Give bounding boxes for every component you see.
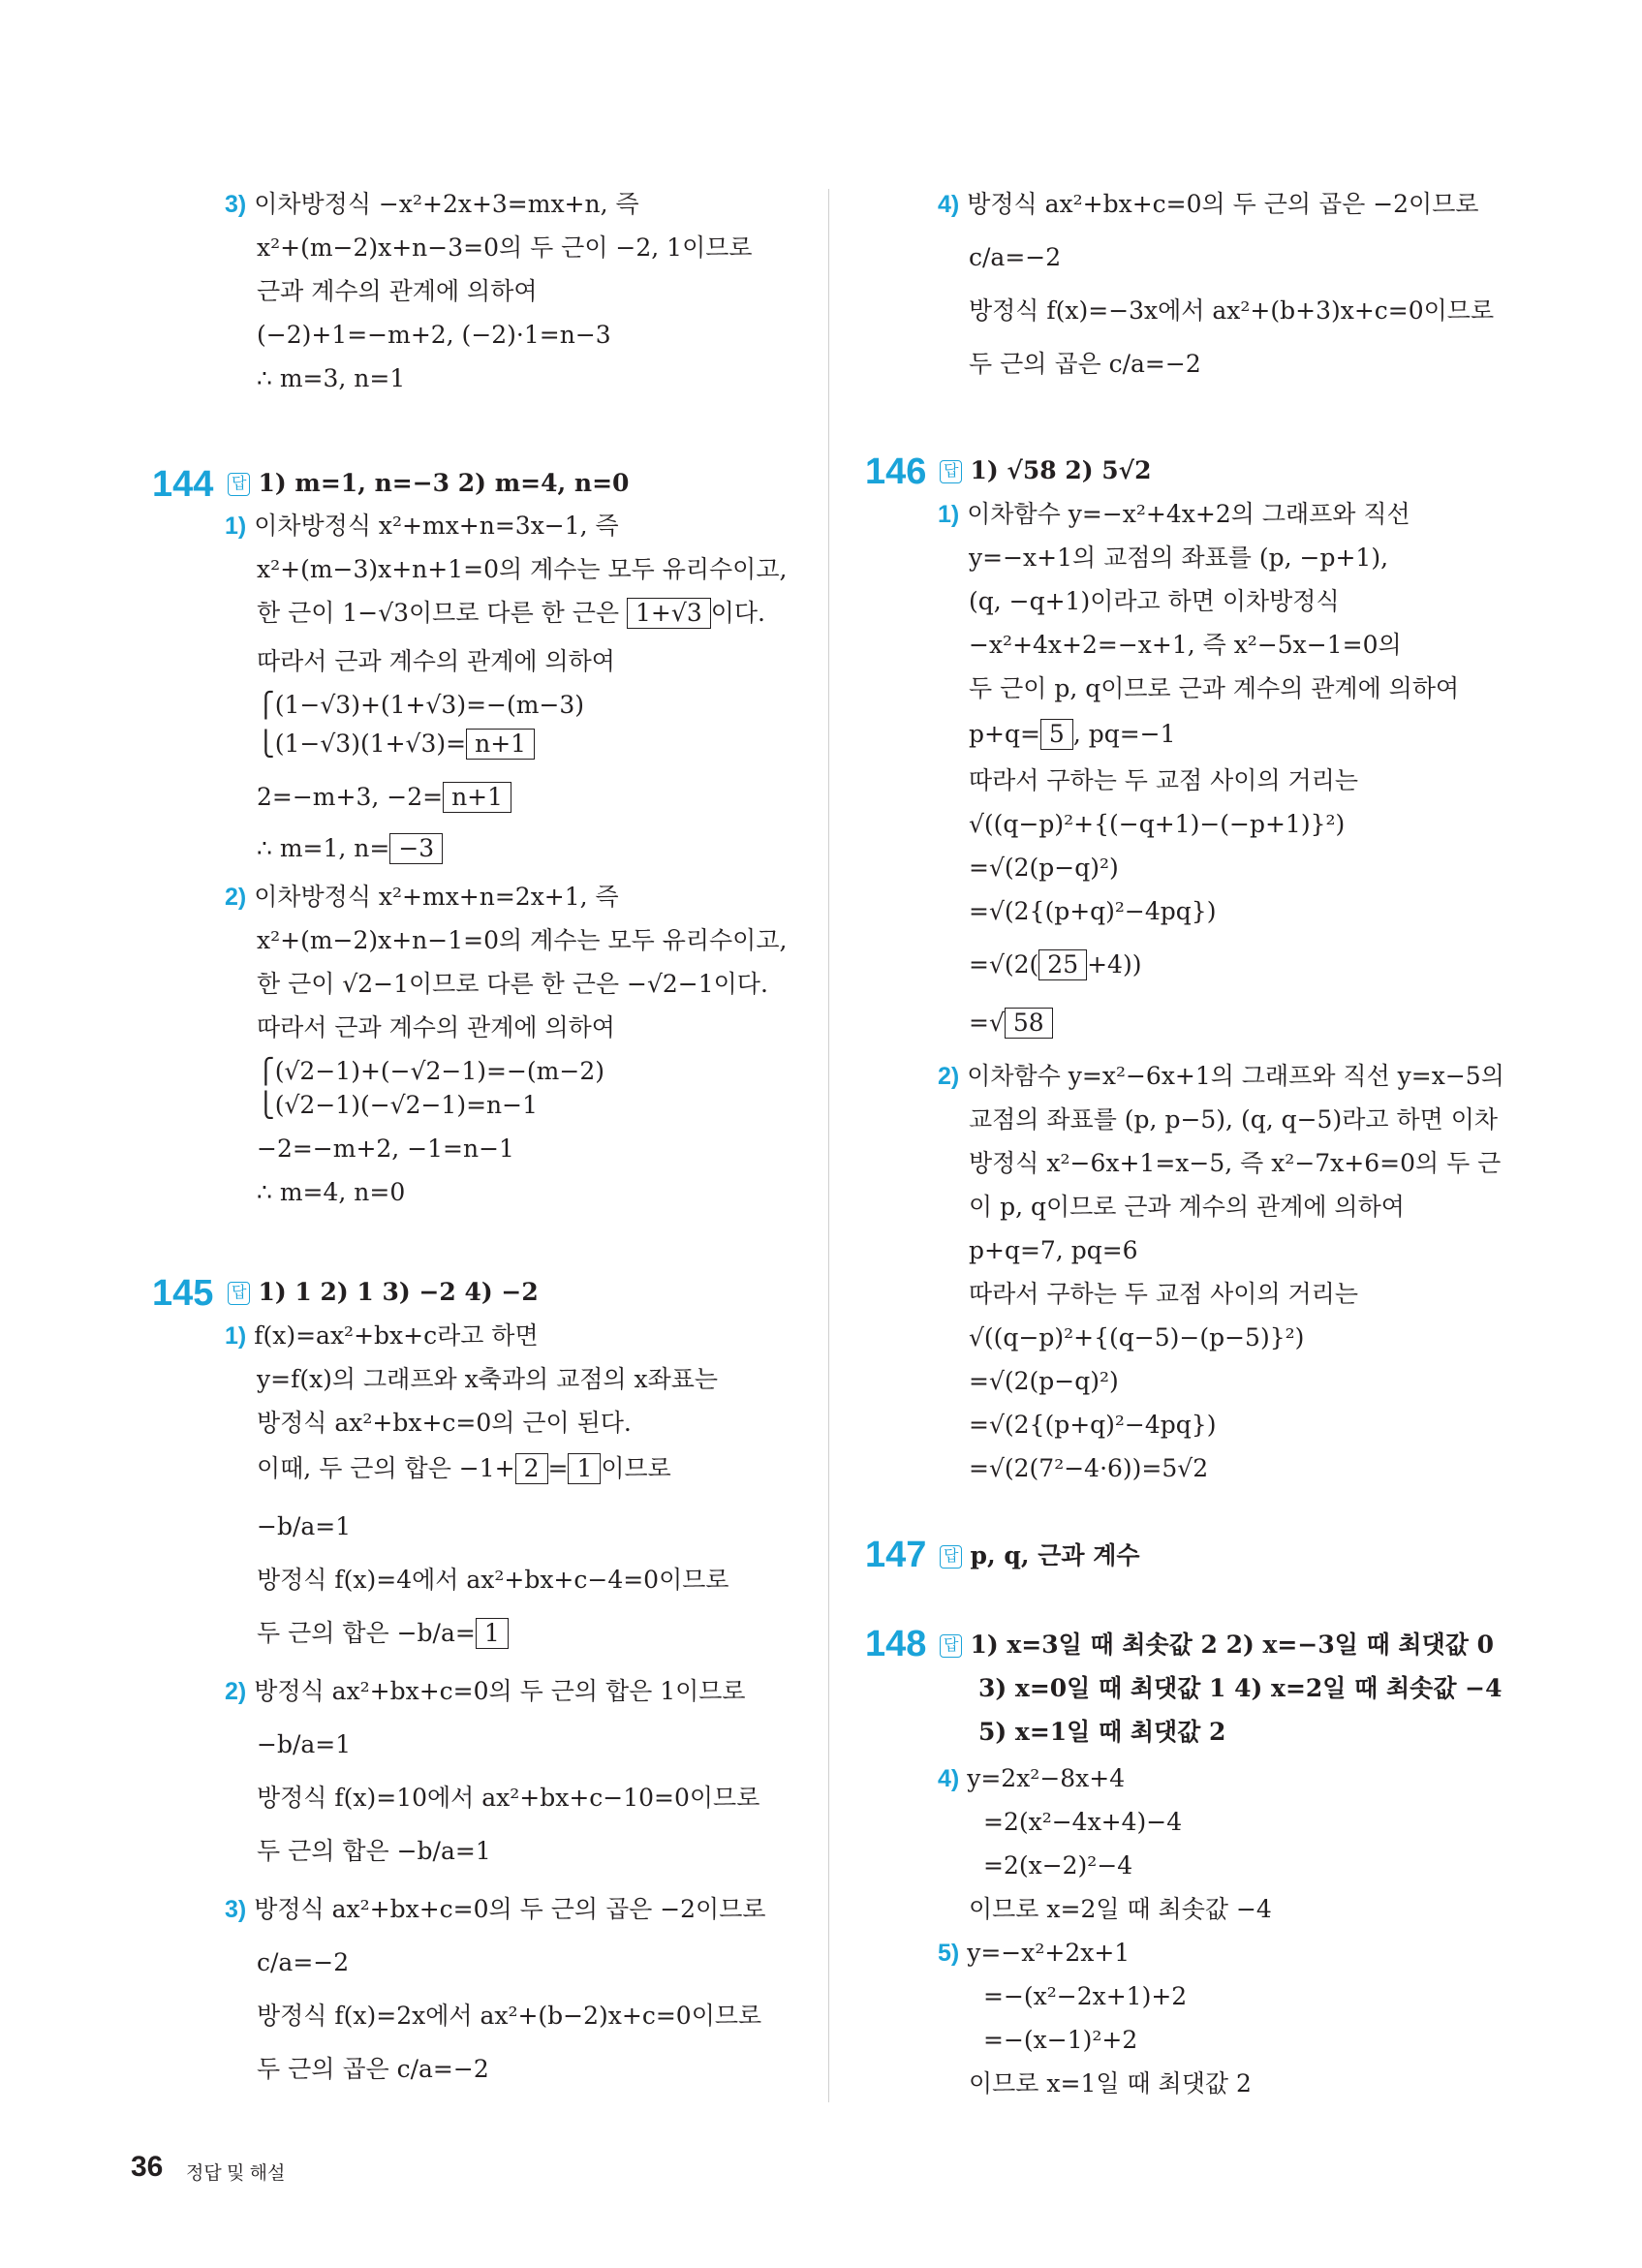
sol-line: 1) f(x)=ax²+bx+c라고 하면 [225, 1321, 539, 1350]
sol-line: (q, −q+1)이라고 하면 이차방정식 [969, 587, 1340, 615]
sol-line: ⎩(√2−1)(−√2−1)=n−1 [257, 1091, 538, 1119]
sol-line: 따라서 구하는 두 교점 사이의 거리는 [969, 766, 1358, 794]
sol-line: ∴ m=4, n=0 [257, 1178, 406, 1206]
sol-line: =2(x²−4x+4)−4 [983, 1808, 1183, 1836]
sol-line: =√(2(p−q)²) [969, 854, 1119, 882]
problem-number-144: 144 [152, 464, 214, 505]
sol-line: =√(2{(p+q)²−4pq}) [969, 897, 1217, 925]
sol-line: p+q= 5 , pq=−1 [969, 720, 1176, 748]
sol-line: 따라서 근과 계수의 관계에 의하여 [257, 647, 615, 675]
sol-line: =2(x−2)²−4 [983, 1851, 1133, 1880]
sol-line: =√(2(p−q)²) [969, 1367, 1119, 1395]
sol-line: −b/a=1 [257, 1512, 352, 1540]
sol-line: −2=−m+2, −1=n−1 [257, 1134, 514, 1163]
sol-line: 이므로 x=1일 때 최댓값 2 [969, 2069, 1252, 2097]
sol-line: 두 근의 곱은 c/a=−2 [969, 350, 1201, 378]
sol-line: √((q−p)²+{(q−5)−(p−5)}²) [969, 1323, 1305, 1351]
sol-line: 근과 계수의 관계에 의하여 [257, 277, 538, 305]
sol-line: c/a=−2 [969, 243, 1062, 271]
sol-line: =√(2{(p+q)²−4pq}) [969, 1411, 1217, 1439]
footer-title: 정답 및 해설 [186, 2163, 286, 2184]
sol-line: y=f(x)의 그래프와 x축과의 교점의 x좌표는 [257, 1365, 719, 1393]
sol-line: −x²+4x+2=−x+1, 즉 x²−5x−1=0의 [969, 631, 1402, 659]
sol-line: 방정식 x²−6x+1=x−5, 즉 x²−7x+6=0의 두 근 [969, 1149, 1502, 1177]
sol-line: 두 근의 합은 −b/a=1 [257, 1837, 491, 1865]
answer-145: 답 1) 1 2) 1 3) −2 4) −2 [228, 1277, 539, 1308]
sol-line: =√(2( 25 +4)) [969, 950, 1142, 979]
sol-line: 이므로 x=2일 때 최솟값 −4 [969, 1895, 1272, 1923]
sol-line: (−2)+1=−m+2, (−2)·1=n−3 [257, 321, 611, 349]
answer-144: 답 1) m=1, n=−3 2) m=4, n=0 [228, 468, 629, 499]
sol-line: y=−x+1의 교점의 좌표를 (p, −p+1), [969, 544, 1389, 572]
sol-143-3-line1: 3) 이차방정식 −x²+2x+3=mx+n, 즉 [225, 190, 639, 218]
sol-line: 5) y=−x²+2x+1 [938, 1939, 1131, 1967]
sol-line: 2) 이차함수 y=x²−6x+1의 그래프와 직선 y=x−5의 [938, 1062, 1504, 1090]
sol-line: 1) 이차방정식 x²+mx+n=3x−1, 즉 [225, 512, 619, 540]
sol-line: 2=−m+3, −2= n+1 [257, 782, 511, 813]
answer-148-cont: 3) x=0일 때 최댓값 1 4) x=2일 때 최솟값 −4 [978, 1674, 1503, 1702]
sol-line: =√(2(7²−4·6))=5√2 [969, 1454, 1209, 1482]
sol-line: p+q=7, pq=6 [969, 1236, 1138, 1264]
sol-line: 4) 방정식 ax²+bx+c=0의 두 근의 곱은 −2이므로 [938, 190, 1479, 218]
sol-line: −b/a=1 [257, 1730, 352, 1758]
sol-line: 한 근이 1−√3이므로 다른 한 근은 1+√3 이다. [257, 599, 765, 627]
sol-line: x²+(m−2)x+n−1=0의 계수는 모두 유리수이고, [257, 926, 788, 954]
sol-line: ⎧(√2−1)+(−√2−1)=−(m−2) [257, 1057, 604, 1085]
sol-line: 따라서 근과 계수의 관계에 의하여 [257, 1013, 615, 1041]
sol-line: ⎧(1−√3)+(1+√3)=−(m−3) [257, 691, 585, 719]
sol-line: 1) 이차함수 y=−x²+4x+2의 그래프와 직선 [938, 500, 1410, 528]
sol-line: 방정식 f(x)=4에서 ax²+bx+c−4=0이므로 [257, 1566, 729, 1594]
answer-147: 답 p, q, 근과 계수 [940, 1540, 1140, 1571]
problem-number-148: 148 [865, 1624, 927, 1664]
sol-line: =−(x²−2x+1)+2 [983, 1982, 1188, 2010]
sol-line: √((q−p)²+{(−q+1)−(−p+1)}²) [969, 810, 1346, 838]
sol-line: 방정식 ax²+bx+c=0의 근이 된다. [257, 1409, 632, 1437]
sol-line: 4) y=2x²−8x+4 [938, 1764, 1126, 1792]
sol-line: 이때, 두 근의 합은 −1+ 2 = 1 이므로 [257, 1454, 671, 1482]
sol-line: 두 근의 합은 −b/a= 1 [257, 1618, 509, 1649]
sol-line: ∴ m=3, n=1 [257, 364, 406, 392]
sol-line: 방정식 f(x)=10에서 ax²+bx+c−10=0이므로 [257, 1784, 760, 1812]
sol-line: 2) 이차방정식 x²+mx+n=2x+1, 즉 [225, 883, 619, 911]
answer-146: 답 1) √58 2) 5√2 [940, 455, 1151, 486]
page-number: 36 [131, 2151, 164, 2183]
sol-line: 두 근이 p, q이므로 근과 계수의 관계에 의하여 [969, 674, 1460, 702]
column-divider [828, 189, 829, 2102]
problem-number-145: 145 [152, 1273, 214, 1314]
sol-line: 방정식 f(x)=2x에서 ax²+(b−2)x+c=0이므로 [257, 2002, 762, 2030]
answer-148: 답 1) x=3일 때 최솟값 2 2) x=−3일 때 최댓값 0 [940, 1630, 1494, 1661]
sol-line: 두 근의 곱은 c/a=−2 [257, 2055, 489, 2083]
sol-line: c/a=−2 [257, 1948, 350, 1976]
sol-line: 방정식 f(x)=−3x에서 ax²+(b+3)x+c=0이므로 [969, 296, 1495, 325]
sol-line: =−(x−1)²+2 [983, 2026, 1138, 2054]
sol-line: ∴ m=1, n= −3 [257, 833, 443, 864]
sol-line: x²+(m−3)x+n+1=0의 계수는 모두 유리수이고, [257, 555, 788, 583]
sol-line: x²+(m−2)x+n−3=0의 두 근이 −2, 1이므로 [257, 233, 753, 262]
sol-line: ⎩(1−√3)(1+√3)= n+1 [257, 729, 535, 760]
sol-line: 따라서 구하는 두 교점 사이의 거리는 [969, 1280, 1358, 1308]
sol-line: 3) 방정식 ax²+bx+c=0의 두 근의 곱은 −2이므로 [225, 1895, 766, 1923]
problem-number-146: 146 [865, 451, 927, 492]
sol-line: =√ 58 [969, 1008, 1053, 1039]
sol-line: 한 근이 √2−1이므로 다른 한 근은 −√2−1이다. [257, 970, 768, 998]
sol-line: 2) 방정식 ax²+bx+c=0의 두 근의 합은 1이므로 [225, 1677, 746, 1705]
sol-line: 이 p, q이므로 근과 계수의 관계에 의하여 [969, 1193, 1405, 1221]
answer-148-cont: 5) x=1일 때 최댓값 2 [978, 1718, 1226, 1746]
problem-number-147: 147 [865, 1535, 927, 1575]
sol-line: 교점의 좌표를 (p, p−5), (q, q−5)라고 하면 이차 [969, 1105, 1499, 1134]
